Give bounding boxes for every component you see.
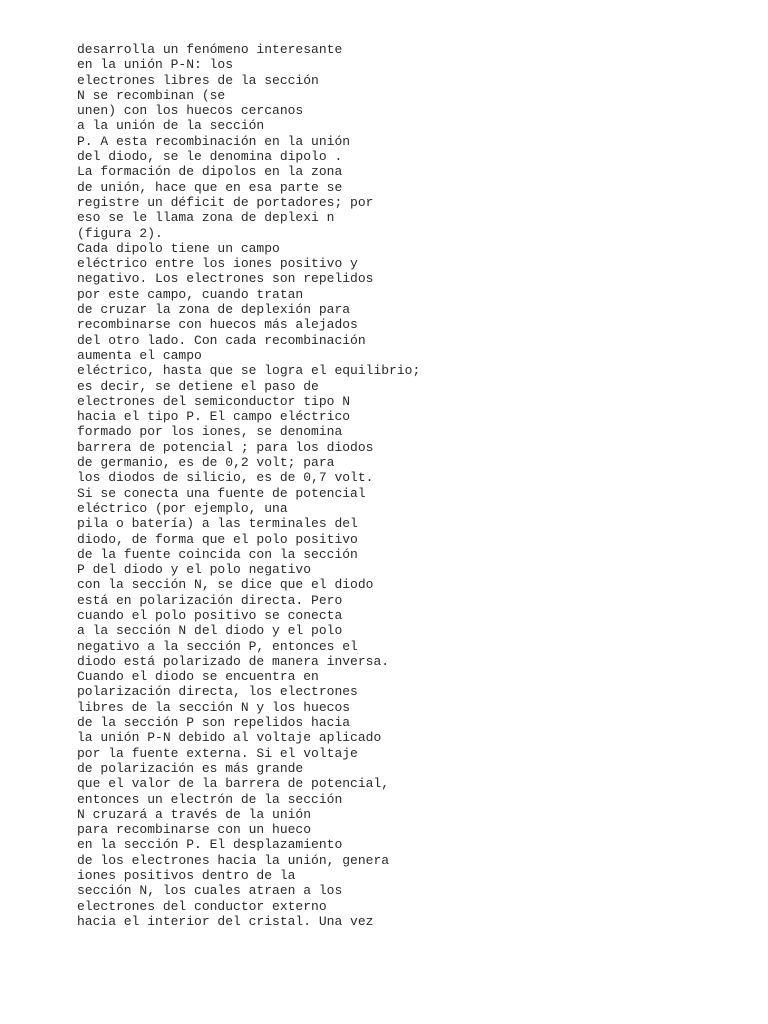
text-line: electrones libres de la sección bbox=[77, 72, 319, 88]
text-line: polarización directa, los electrones bbox=[77, 684, 358, 700]
text-line: diodo está polarizado de manera inversa. bbox=[77, 653, 390, 669]
text-line: por la fuente externa. Si el voltaje bbox=[77, 745, 358, 761]
text-line: barrera de potencial ; para los diodos bbox=[77, 439, 374, 455]
text-line: negativo. Los electrones son repelidos bbox=[77, 271, 374, 287]
text-line: sección N, los cuales atraen a los bbox=[77, 883, 343, 899]
text-line: P. A esta recombinación en la unión bbox=[77, 133, 351, 149]
text-line: de cruzar la zona de deplexión para bbox=[77, 302, 351, 318]
text-line: Cuando el diodo se encuentra en bbox=[77, 669, 319, 685]
text-line: eléctrico (por ejemplo, una bbox=[77, 500, 288, 516]
text-line: unen) con los huecos cercanos bbox=[77, 103, 304, 119]
text-line: es decir, se detiene el paso de bbox=[77, 378, 319, 394]
text-line: electrones del semiconductor tipo N bbox=[77, 393, 351, 409]
text-line: formado por los iones, se denomina bbox=[77, 424, 343, 440]
text-line: pila o batería) a las terminales del bbox=[77, 516, 358, 532]
text-line: iones positivos dentro de la bbox=[77, 868, 296, 884]
text-line: hacia el tipo P. El campo eléctrico bbox=[77, 409, 351, 425]
text-line: de germanio, es de 0,2 volt; para bbox=[77, 455, 335, 471]
text-line: aumenta el campo bbox=[77, 347, 202, 363]
text-line: eso se le llama zona de deplexi n bbox=[77, 210, 335, 226]
text-line: de la sección P son repelidos hacia bbox=[77, 715, 351, 731]
text-line: de polarización es más grande bbox=[77, 760, 304, 776]
text-line: de la fuente coincida con la sección bbox=[77, 546, 358, 562]
text-line: de los electrones hacia la unión, genera bbox=[77, 852, 390, 868]
text-line: con la sección N, se dice que el diodo bbox=[77, 577, 374, 593]
text-line: N cruzará a través de la unión bbox=[77, 806, 312, 822]
text-line: eléctrico entre los iones positivo y bbox=[77, 256, 358, 272]
text-line: hacia el interior del cristal. Una vez bbox=[77, 913, 374, 929]
text-line: P del diodo y el polo negativo bbox=[77, 562, 312, 578]
text-line: electrones del conductor externo bbox=[77, 898, 327, 914]
text-line: La formación de dipolos en la zona bbox=[77, 164, 343, 180]
text-line: para recombinarse con un hueco bbox=[77, 822, 312, 838]
text-line: libres de la sección N y los huecos bbox=[77, 699, 351, 715]
text-line: del otro lado. Con cada recombinación bbox=[77, 332, 366, 348]
text-line: está en polarización directa. Pero bbox=[77, 592, 343, 608]
text-line: a la unión de la sección bbox=[77, 118, 265, 134]
text-line: registre un déficit de portadores; por bbox=[77, 194, 374, 210]
body-text bbox=[77, 42, 420, 929]
text-line: Si se conecta una fuente de potencial bbox=[77, 485, 366, 501]
text-line: en la sección P. El desplazamiento bbox=[77, 837, 343, 853]
text-line: cuando el polo positivo se conecta bbox=[77, 607, 343, 623]
text-line: diodo, de forma que el polo positivo bbox=[77, 531, 358, 547]
text-line: en la unión P-N: los bbox=[77, 57, 234, 73]
text-line: a la sección N del diodo y el polo bbox=[77, 623, 343, 639]
text-line: negativo a la sección P, entonces el bbox=[77, 638, 358, 654]
text-line: de unión, hace que en esa parte se bbox=[77, 179, 343, 195]
text-line: desarrolla un fenómeno interesante bbox=[77, 42, 343, 57]
text-line: (figura 2). bbox=[77, 225, 163, 241]
text-line: que el valor de la barrera de potencial, bbox=[77, 776, 390, 792]
text-line: la unión P-N debido al voltaje aplicado bbox=[77, 730, 382, 746]
text-line: por este campo, cuando tratan bbox=[77, 286, 304, 302]
text-line: los diodos de silicio, es de 0,7 volt. bbox=[77, 470, 374, 486]
text-line: del diodo, se le denomina dipolo . bbox=[77, 149, 343, 165]
text-line: N se recombinan (se bbox=[77, 87, 226, 103]
text-line: eléctrico, hasta que se logra el equilibrio; bbox=[77, 363, 421, 379]
text-line: Cada dipolo tiene un campo bbox=[77, 240, 280, 256]
text-line: entonces un electrón de la sección bbox=[77, 791, 343, 807]
text-line: recombinarse con huecos más alejados bbox=[77, 317, 358, 333]
